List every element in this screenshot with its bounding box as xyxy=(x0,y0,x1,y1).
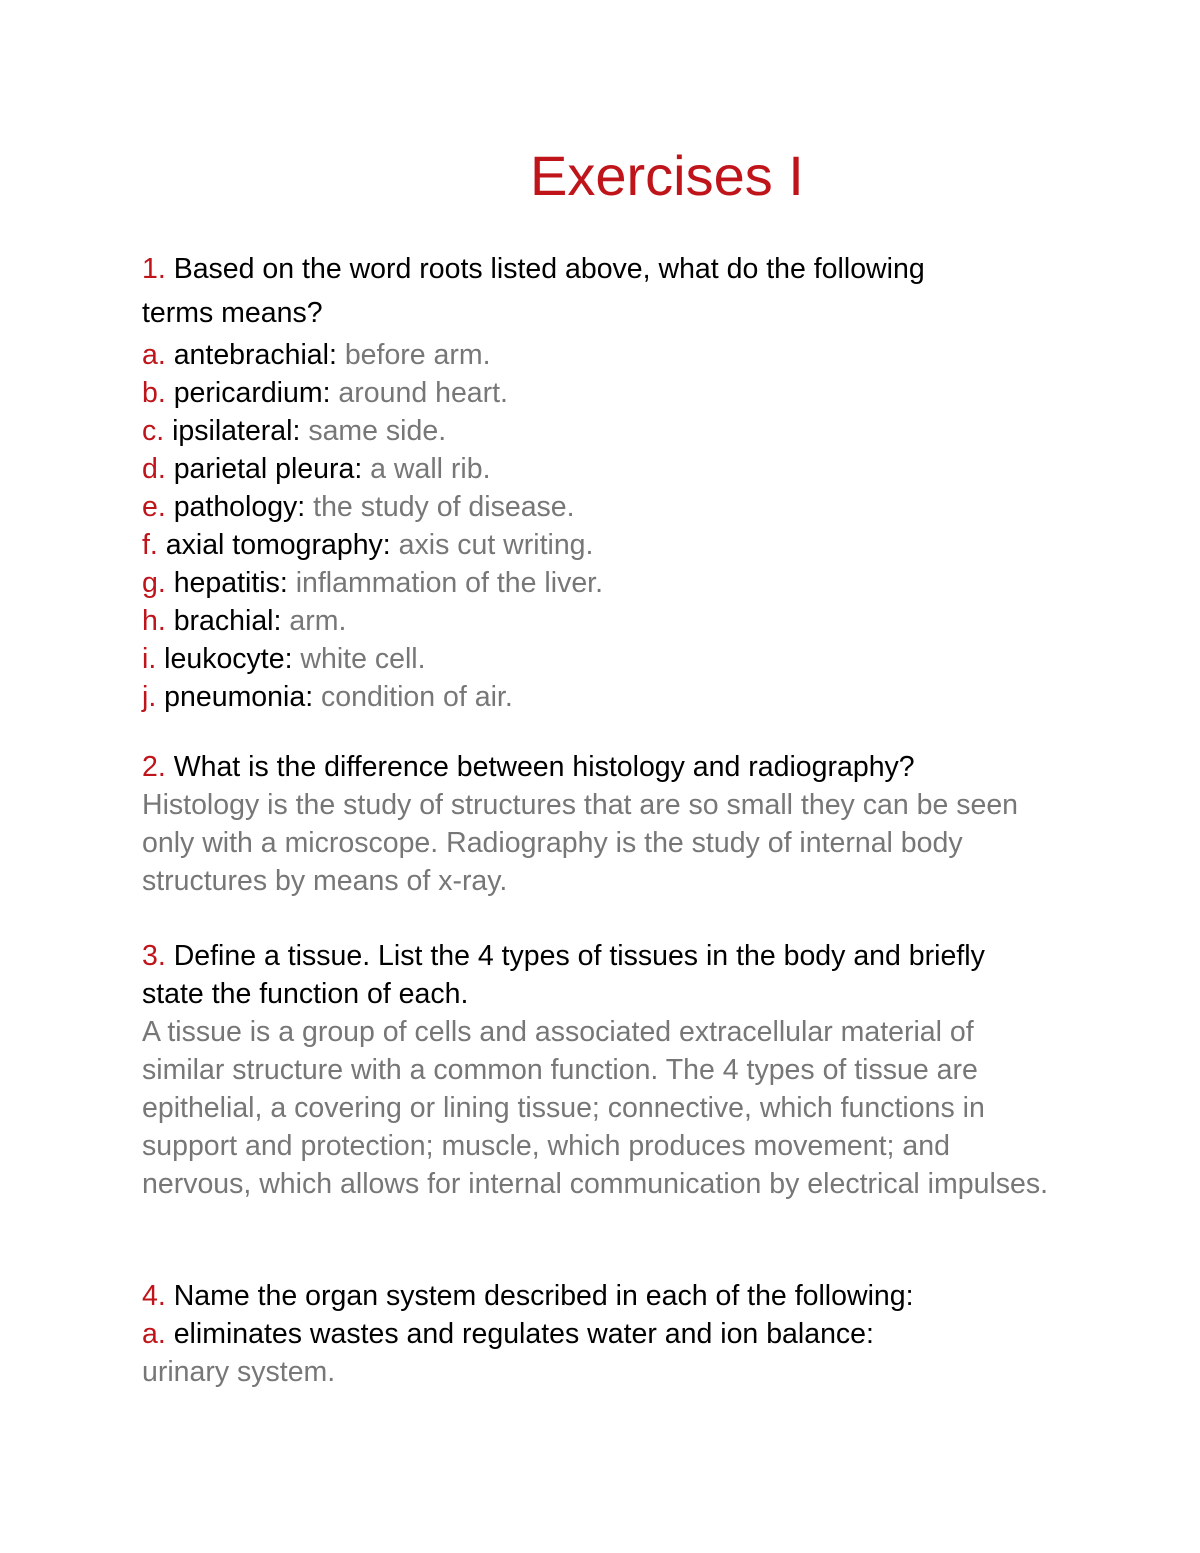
item-answer: a wall rib. xyxy=(362,453,491,485)
term-list xyxy=(142,336,1072,716)
page-title: Exercises I xyxy=(530,144,804,207)
item-letter: f. xyxy=(142,529,158,561)
question-2 xyxy=(142,748,1072,900)
item-answer: condition of air. xyxy=(313,681,513,713)
item-letter: a. xyxy=(142,1318,166,1350)
item-term: axial tomography: xyxy=(157,529,391,561)
question-3-prompt xyxy=(142,937,1022,1013)
item-term: leukocyte: xyxy=(156,643,293,675)
item-term: ipsilateral: xyxy=(164,415,301,447)
item-term: parietal pleura: xyxy=(165,453,363,485)
item-letter: i. xyxy=(142,643,157,675)
question-number: 4. xyxy=(142,1280,166,1312)
item-term: brachial: xyxy=(165,605,282,637)
item-answer: axis cut writing. xyxy=(390,529,594,561)
item-answer: inflammation of the liver. xyxy=(287,567,604,599)
list-item xyxy=(142,336,1072,374)
question-1-prompt-line-1 xyxy=(142,248,1072,290)
item-letter: j. xyxy=(142,681,157,713)
question-2-prompt xyxy=(142,748,1072,786)
item-text: eliminates wastes and regulates water and ion balance: xyxy=(165,1318,874,1350)
list-item xyxy=(142,412,1072,450)
item-answer: before arm. xyxy=(336,339,491,371)
question-text: What is the difference between histology and radiography? xyxy=(165,751,915,783)
list-item xyxy=(142,564,1072,602)
list-item xyxy=(142,488,1072,526)
item-letter: a. xyxy=(142,339,166,371)
item-term: pneumonia: xyxy=(156,681,314,713)
question-number: 3. xyxy=(142,940,166,972)
question-text: Name the organ system described in each of the following: xyxy=(165,1280,914,1312)
item-letter: d. xyxy=(142,453,166,485)
item-term: antebrachial: xyxy=(165,339,337,371)
question-3-answer: A tissue is a group of cells and associated extracellular material of similar structure with a common function. The 4 types of tissue are epithelial, a covering or lining tissue; connective, which functions in support and protection; muscle, which produces movement; and nervous, which allows for internal communication by electrical impulses. xyxy=(142,1016,1049,1200)
item-answer: the study of disease. xyxy=(305,491,575,523)
list-item xyxy=(142,374,1072,412)
item-term: hepatitis: xyxy=(165,567,288,599)
question-4 xyxy=(142,1277,1072,1391)
question-number: 2. xyxy=(142,751,166,783)
item-term: pericardium: xyxy=(165,377,331,409)
item-answer: around heart. xyxy=(330,377,508,409)
question-4-item-a xyxy=(142,1315,1072,1353)
list-item xyxy=(142,526,1072,564)
question-1 xyxy=(142,248,1072,716)
item-term: pathology: xyxy=(165,491,306,523)
item-answer: same side. xyxy=(300,415,447,447)
question-text: Based on the word roots listed above, what do the following xyxy=(165,253,925,285)
item-letter: b. xyxy=(142,377,166,409)
item-letter: h. xyxy=(142,605,166,637)
question-text: Define a tissue. List the 4 types of tissues in the body and briefly state the function of each. xyxy=(142,940,993,1010)
list-item xyxy=(142,678,1072,716)
list-item xyxy=(142,450,1072,488)
question-1-prompt-line-2: terms means? xyxy=(142,297,323,329)
question-4-prompt xyxy=(142,1277,1072,1315)
item-answer: arm. xyxy=(281,605,347,637)
question-3 xyxy=(142,937,1072,1203)
list-item xyxy=(142,640,1072,678)
question-2-answer: Histology is the study of structures that are so small they can be seen only with a microscope. Radiography is the study of internal body structures by means of x-ray. xyxy=(142,789,1019,897)
item-answer: white cell. xyxy=(292,643,426,675)
item-letter: c. xyxy=(142,415,165,447)
item-letter: e. xyxy=(142,491,166,523)
question-number: 1. xyxy=(142,253,166,285)
item-letter: g. xyxy=(142,567,166,599)
question-4-item-a-answer: urinary system. xyxy=(142,1356,336,1388)
list-item xyxy=(142,602,1072,640)
